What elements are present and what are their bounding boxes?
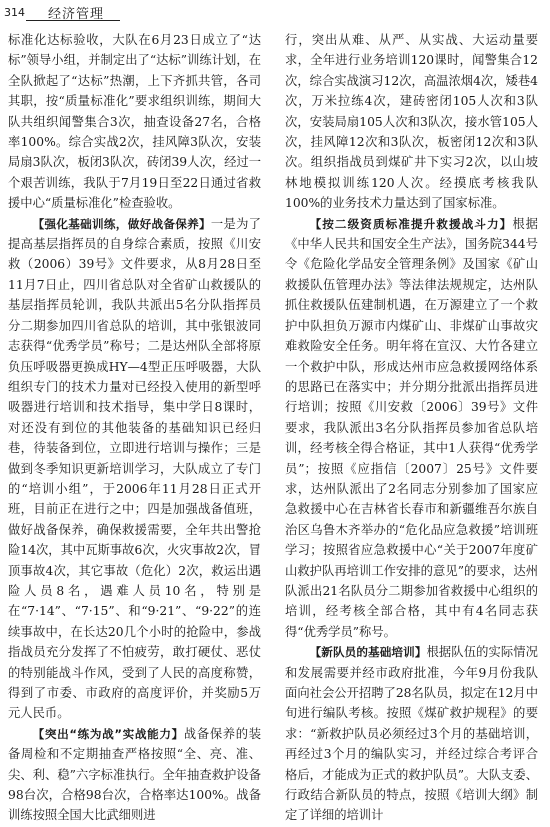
- left-column: [8, 30, 261, 826]
- page-header: [0, 0, 550, 26]
- paragraph-continuation: 标准化达标验收，大队在6月23日成立了“达标”领导小组，并制定出了“达标”训练计划，在全队掀起了“达标”热潮，上下齐抓共管，各司其职，按“质量标准化”要求组织训练，期间大队共组织闻警集合3次，抽查设备27名，合格率100%。综合实战2次，挂风障3队次，安装局扇3队次，板闭3队次，砖闭39人次，经过一个艰苦训练，我队于7月19日至22日通过省救援中心“质量标准化”检查验收。: [8, 33, 261, 211]
- paragraph-new-member-training: [285, 642, 538, 826]
- section-title: 经济管理: [47, 7, 104, 22]
- paragraph-body: 根据队伍的实际情况和发展需要并经市政府批准，今年9月份我队面向社会公开招聘了28名队员，拟定在12月中旬进行编队考核。按照《煤矿救护规程》的要求：“新救护队员必须经过3个月的基础培训，再经过3个月的编队实习，并经过综合考评合格后，才能成为正式的救护队员”。大队支委、行政结合新队员的特点，按照《培训大纲》制定了详细的培训计: [285, 645, 538, 823]
- paragraph-body: 根据《中华人民共和国安全生产法》，国务院344号令《危险化学品安全管理条例》及国家《矿山救援队伍管理办法》等法律法规规定，达州队抓住救援队伍建制机遇，在万源建立了一个救护中队担负万源市内煤矿山、非煤矿山事故灾难救险安全任务。明年将在宣汉、大竹各建立一个救护中队，形成达州市应急救援网络体系的思路已在落实中；并分期分批派出指挥员进行培训；按照《川安救〔2006〕39号》文件要求，我队派出3名分队指挥员参加省总队培训，经考核全得合格证，其中1人获得“优秀学员”；按照《应指信〔2007〕25号》文件要求，达州队派出了2名同志分别参加了国家应急救援中心在吉林省长春市和新疆维吾尔族自治区乌鲁木齐举办的“危化品应急救援”培训班学习；按照省应急救援中心“关于2007年度矿山救护队再培训工作安排的意见”的要求，达州队派出21名队员分二期参加省救援中心组织的培训，经考核全部合格，其中有4名同志获得“优秀学员”称号。: [285, 216, 538, 639]
- paragraph-heading: 【按二级资质标准提升救援战斗力】: [309, 216, 513, 231]
- paragraph-body: 一是为了提高基层指挥员的自身综合素质，按照《川安救（2006）39号》文件要求，从8月28日至11月7日止，四川省总队对全省矿山救援队的基层指挥员轮训，我队共派出5名分队指挥员分二期参加四川省总队的培训，其中张银波同志获得“优秀学员”称号；二是达州队全部将原负压呼吸器更换成HY—4型正压呼吸器，大队组织专门的技术力量对已经投入使用的新型呼吸器进行培训和技术指导，集中学日8课时，对还没有到位的其他装备的基础知识已经归巷，待装备到位，立即进行培训与操作；三是做到冬季知识更新培训学习，大队成立了专门的“培训小组”，于2006年11月28日正式开班，目前正在进行之中；四是加强战备值班，做好战备保养，确保救援需要，全年共出警抢险14次，其中瓦斯事故6次，火灾事故2次，冒顶事故4次，其它事故（危化）2次，救运出遇险人员8名，遇难人员10名，特别是在“7·14”、“7·15”、和“9·21”、“9·22”的连续事故中，在长达20几个小时的抢险中，参战指战员充分发挥了不怕疲劳，敢打硬仗、恶仗的特别能战斗作风，受到了人民的高度称赞，得到了市委、市政府的高度评价，并奖励5万元人民币。: [8, 216, 261, 721]
- paragraph-combat-readiness: [8, 724, 261, 826]
- paragraph-body: 战备保养的装备周检和不定期抽查严格按照“全、亮、准、尖、利、稳”六字标准执行。全年抽查救护设备98台次，合格98台次，合格率达100%。战备训练按照全国大比武细则进: [8, 726, 261, 823]
- paragraph-heading: 【突出“练为战”实战能力】: [32, 726, 184, 741]
- header-rule: [26, 20, 120, 21]
- paragraph-continuation: 行，突出从难、从严、从实战、大运动量要求，全年进行业务培训120课时，闻警集合12次，综合实战演习12次，高温浓烟4次，矮巷4次，万米拉练4次，建砖密闭105人次和3队次，安装局扇105人次和3队次，接水管105人次，挂风障12次和3队次，板密闭12次和3队次。组织指战员到煤矿井下实习2次，以山坡林地模拟训练120人次。经摸底考核我队100%的业务技术力量达到了国家标准。: [285, 33, 538, 211]
- paragraph-basic-training: [8, 214, 261, 724]
- right-column: [285, 30, 538, 826]
- paragraph-heading: 【强化基础训练，做好战备保养】: [32, 216, 211, 231]
- paragraph-qualification-standard: [285, 214, 538, 643]
- paragraph-heading: 【新队员的基础培训】: [309, 645, 427, 660]
- page-number: 314: [4, 6, 25, 19]
